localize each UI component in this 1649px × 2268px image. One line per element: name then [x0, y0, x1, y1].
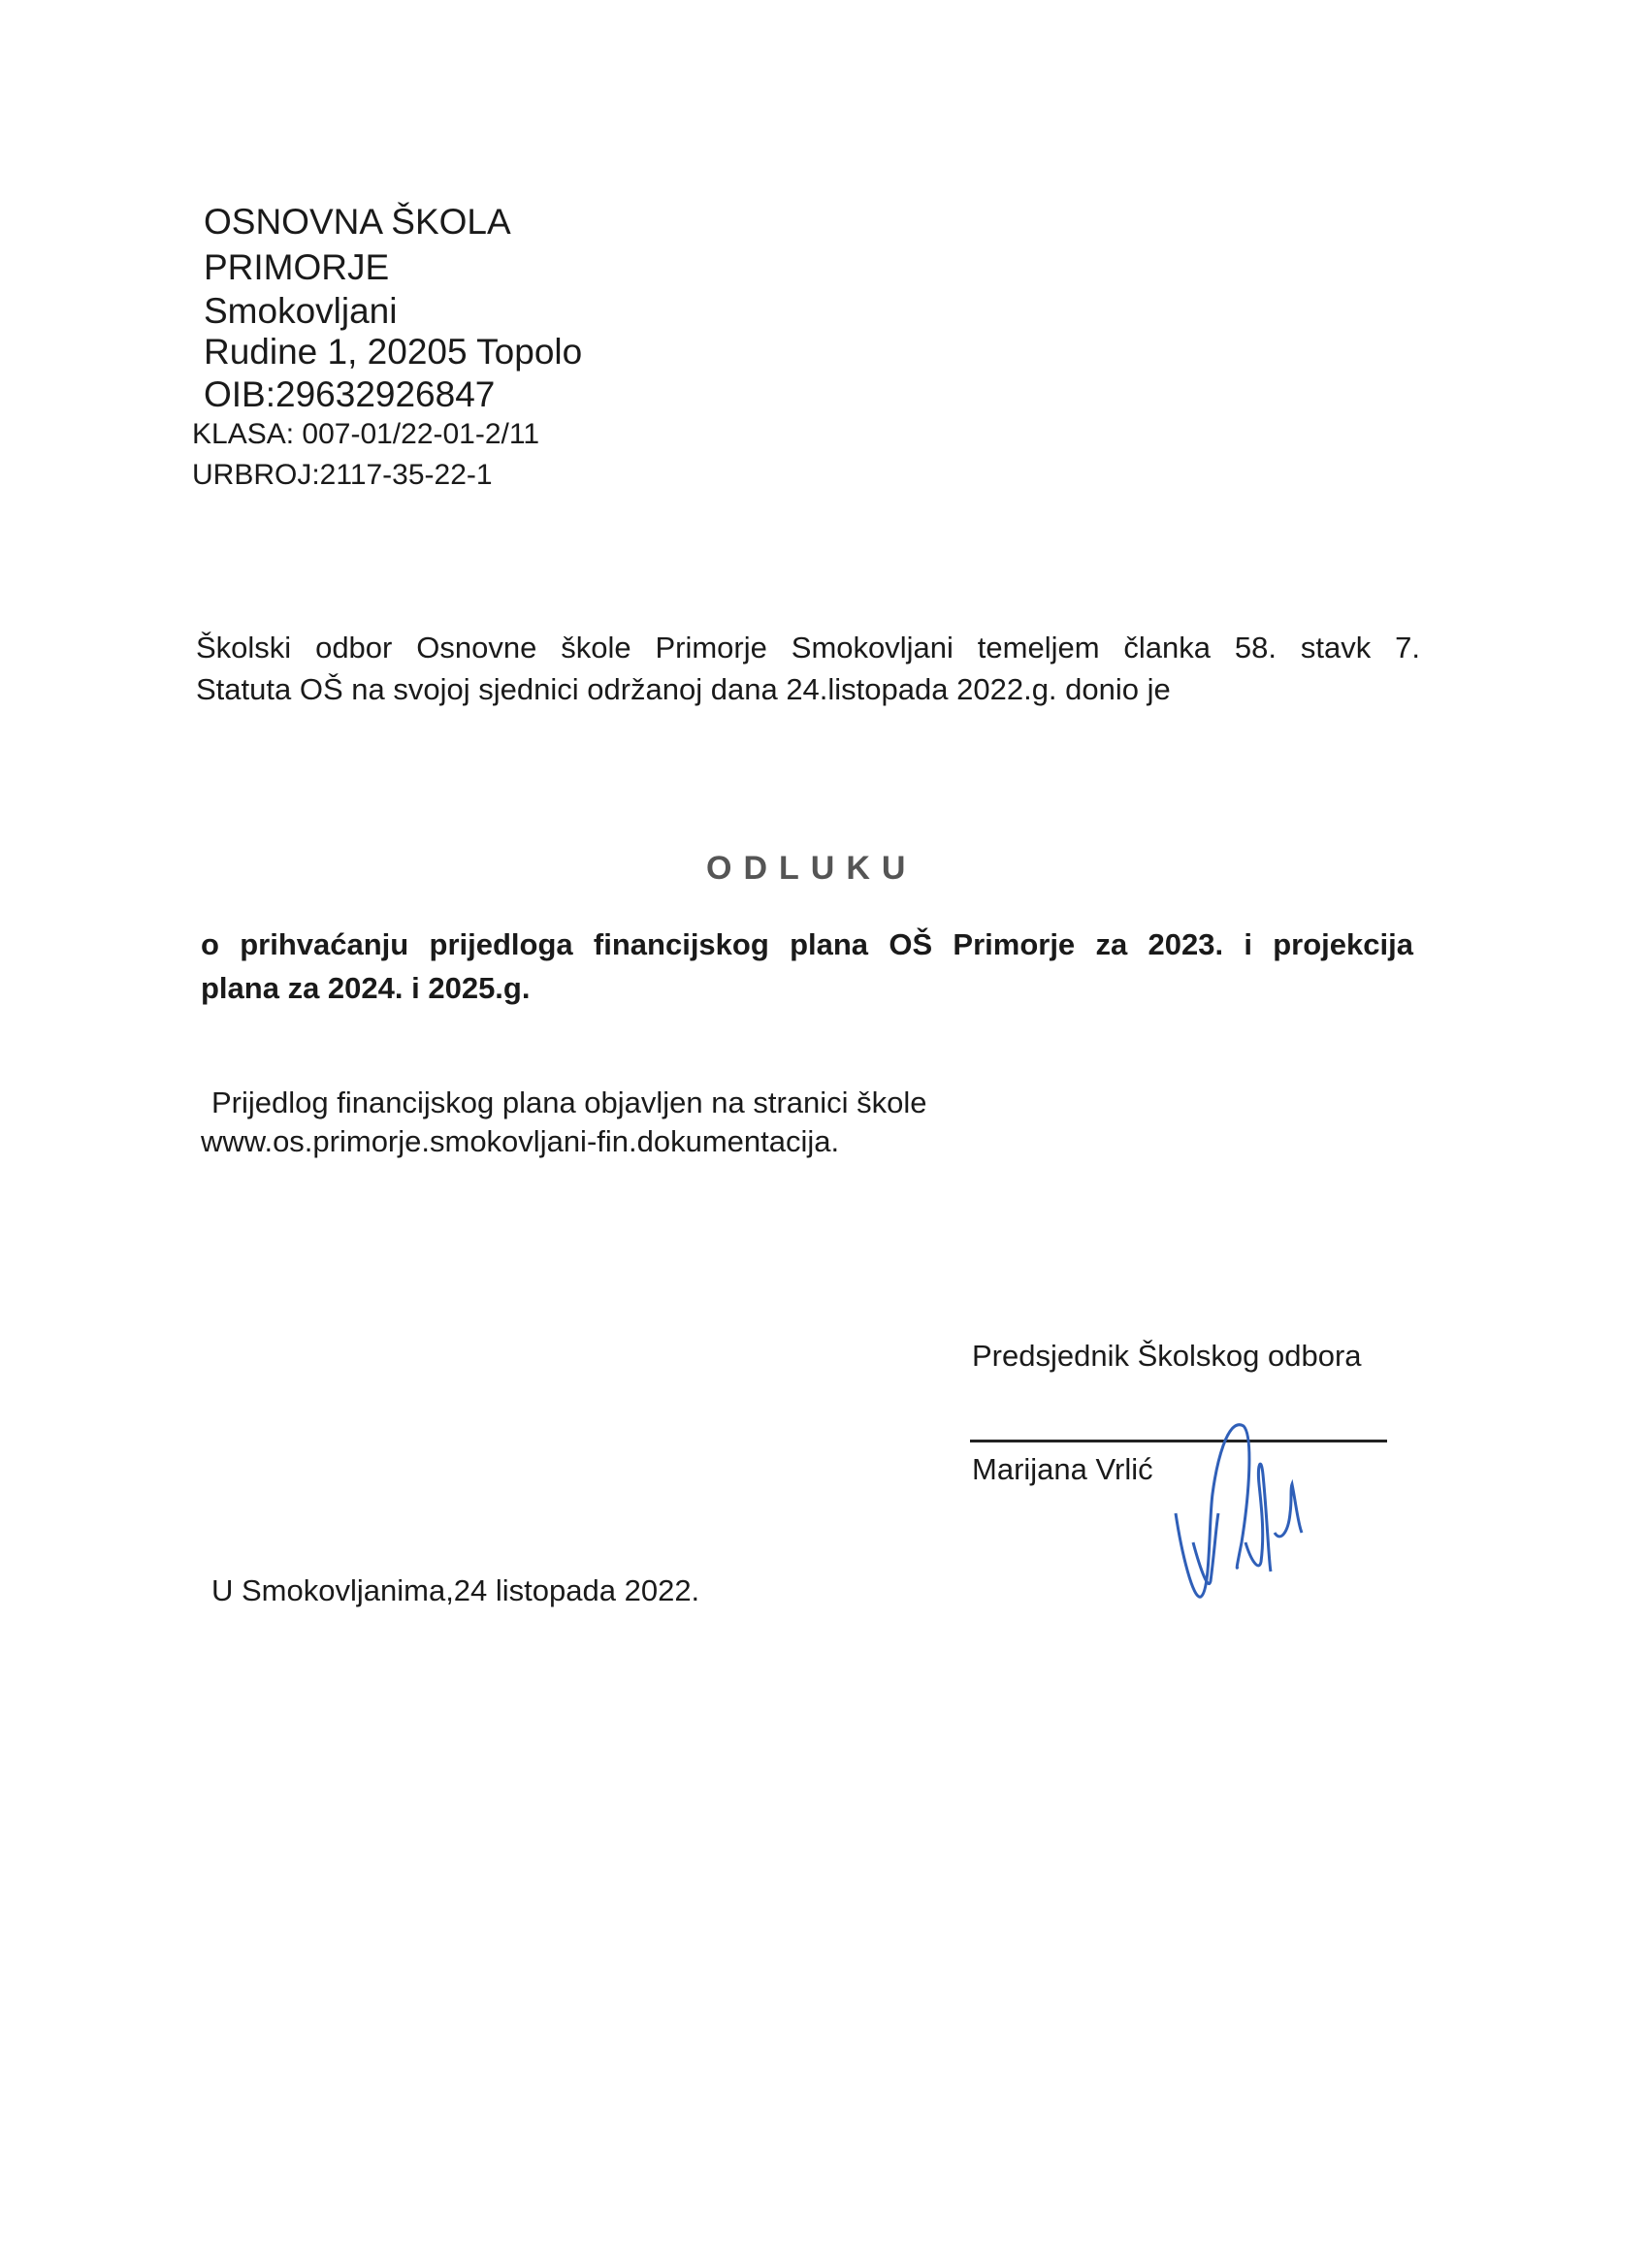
signatory-role: Predsjednik Školskog odbora — [972, 1339, 1362, 1373]
decision-title: ODLUKU — [706, 850, 918, 887]
intro-line2: Statuta OŠ na svojoj sjednici održanoj dana 24.listopada 2022.g. donio je — [196, 672, 1171, 706]
decision-subject-line1: o prihvaćanju prijedloga financijskog plana OŠ Primorje za 2023. i projekcija — [201, 927, 1413, 961]
intro-line1: Školski odbor Osnovne škole Primorje Smokovljani temeljem članka 58. stavk 7. — [196, 631, 1420, 664]
school-name-line2: PRIMORJE — [204, 247, 390, 287]
note-line2: www.os.primorje.smokovljani-fin.dokumentacija. — [201, 1124, 840, 1158]
note-line1: Prijedlog financijskog plana objavljen na stranici škole — [211, 1085, 927, 1119]
klasa: KLASA: 007-01/22-01-2/11 — [192, 418, 540, 450]
decision-subject-line2: plana za 2024. i 2025.g. — [201, 971, 531, 1005]
school-oib: OIB:29632926847 — [204, 374, 496, 414]
signatory-name: Marijana Vrlić — [972, 1452, 1153, 1486]
school-place: Smokovljani — [204, 291, 398, 331]
school-address: Rudine 1, 20205 Topolo — [204, 332, 583, 372]
school-name-line1: OSNOVNA ŠKOLA — [204, 202, 511, 242]
handwritten-signature — [1154, 1407, 1348, 1610]
place-and-date: U Smokovljanima,24 listopada 2022. — [211, 1573, 700, 1607]
urbroj: URBROJ:2117-35-22-1 — [192, 459, 493, 491]
